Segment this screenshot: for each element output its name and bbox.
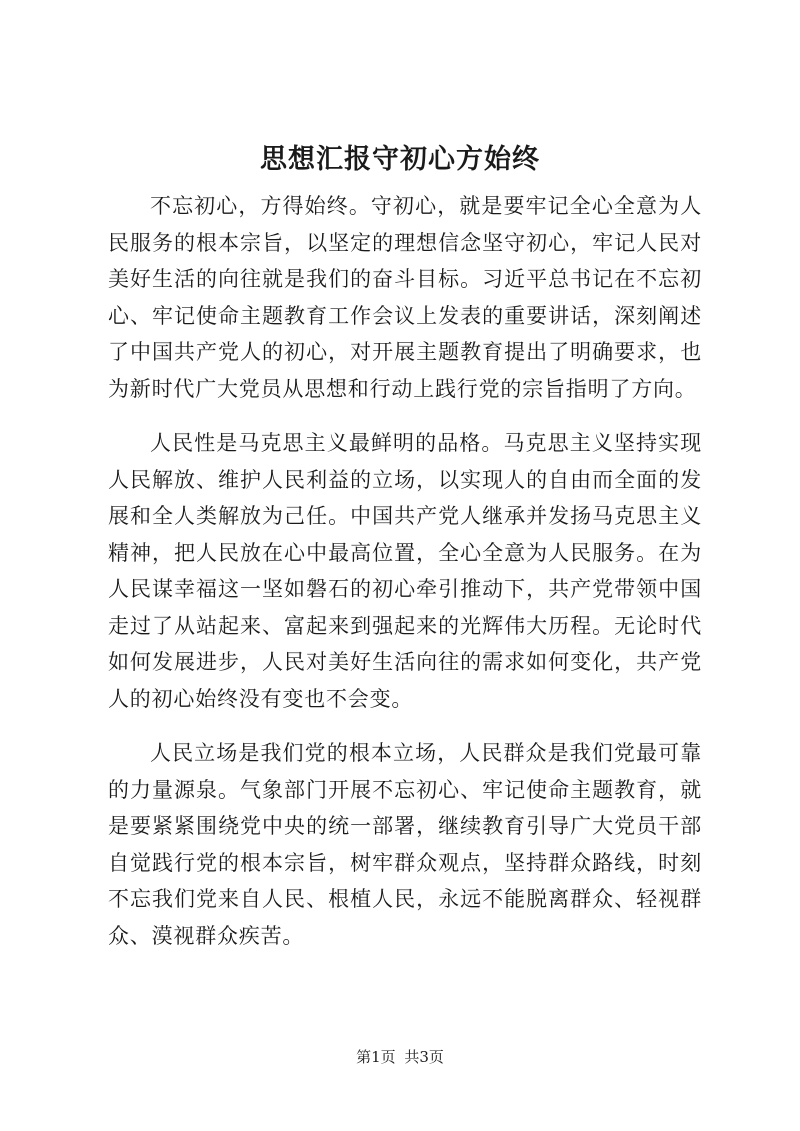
document-body: [108, 188, 702, 972]
paragraph-3: 人民立场是我们党的根本立场，人民群众是我们党最可靠的力量源泉。气象部门开展不忘初心、牢记使命主题教育，就是要紧紧围绕党中央的统一部署，继续教育引导广大党员干部自觉践行党的根本宗旨，树牢群众观点，坚持群众路线，时刻不忘我们党来自人民、根植人民，永远不能脱离群众、轻视群众、漠视群众疾苦。: [108, 741, 702, 948]
page-number: 第1页: [356, 1048, 396, 1066]
page-footer: [0, 1046, 800, 1068]
paragraph-2: 人民性是马克思主义最鲜明的品格。马克思主义坚持实现人民解放、维护人民利益的立场，以实现人的自由而全面的发展和全人类解放为己任。中国共产党人继承并发扬马克思主义精神，把人民放在心中最高位置，全心全意为人民服务。在为人民谋幸福这一坚如磐石的初心牵引推动下，共产党带领中国走过了从站起来、富起来到强起来的光辉伟大历程。无论时代如何发展进步，人民对美好生活向往的需求如何变化，共产党人的初心始终没有变也不会变。: [108, 431, 702, 711]
document-title: 思想汇报守初心方始终: [260, 144, 540, 175]
paragraph-1: 不忘初心，方得始终。守初心，就是要牢记全心全意为人民服务的根本宗旨，以坚定的理想信念坚守初心，牢记人民对美好生活的向往就是我们的奋斗目标。习近平总书记在不忘初心、牢记使命主题教育工作会议上发表的重要讲话，深刻阐述了中国共产党人的初心，对开展主题教育提出了明确要求，也为新时代广大党员从思想和行动上践行党的宗旨指明了方向。: [108, 194, 702, 401]
page-total: 共3页: [404, 1048, 444, 1066]
